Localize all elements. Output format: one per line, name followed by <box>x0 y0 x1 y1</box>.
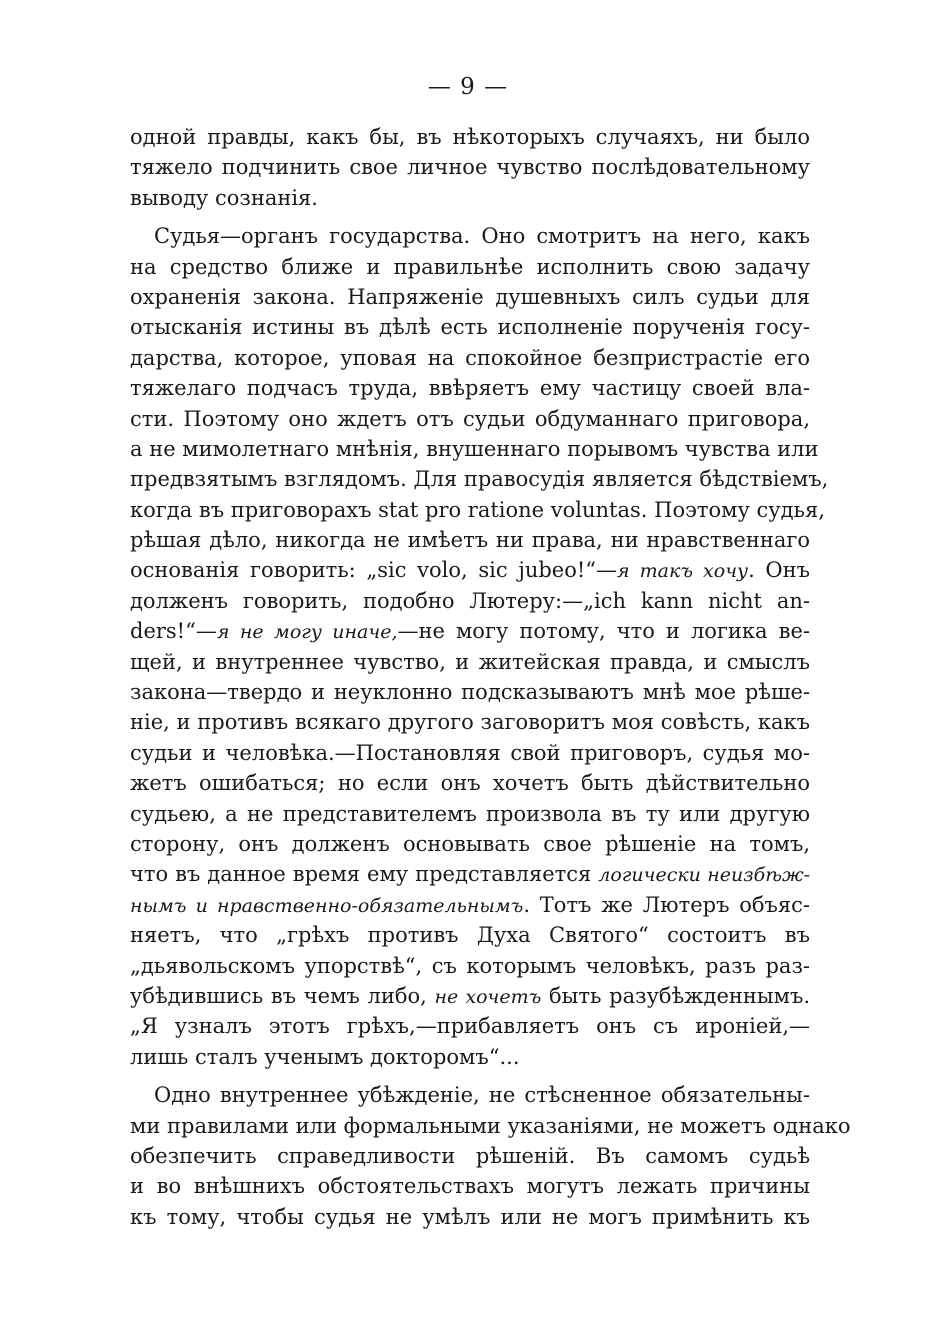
text-run: . Тотъ же Лютеръ объяс- <box>523 892 810 917</box>
text-line: одной правды, какъ бы, въ нѣкоторыхъ случаяхъ, ни было <box>130 125 810 149</box>
text-line: „Я узналъ этотъ грѣхъ,—прибавляетъ онъ съ ироніей,— <box>130 1014 810 1039</box>
text-line: щей, и внутреннее чувство, и житейская правда, и смыслъ <box>130 649 810 674</box>
text-line: тяжелаго подчасъ труда, ввѣряетъ ему частицу своей вла- <box>130 376 810 401</box>
italic-run: нымъ и нравственно-обязательнымъ <box>130 894 524 917</box>
text-line: жетъ ошибаться; но если онъ хочетъ быть дѣйствительно <box>130 771 810 796</box>
text-run: что въ данное время ему представляется <box>130 862 599 887</box>
text-run: убѣдившись въ чемъ либо, <box>130 983 435 1008</box>
text-line: обезпечить справедливости рѣшеній. Въ самомъ судьѣ <box>130 1143 810 1168</box>
text-line: а не мимолетнаго мнѣнія, внушеннаго порывомъ чувства или <box>130 436 819 461</box>
text-line: судьи и человѣка.—Постановляя свой приговоръ, судья мо- <box>130 740 810 765</box>
text-line <box>130 981 810 1011</box>
italic-run: я такъ хочу <box>617 560 749 583</box>
text-line: ніе, и противъ всякаго другого заговоритъ моя совѣсть, какъ <box>130 710 810 735</box>
italic-run: я не могу иначе, <box>216 621 398 644</box>
text-line <box>130 859 810 889</box>
text-line: Одно внутреннее убѣжденіе, не стѣсненное обязательны- <box>154 1083 810 1108</box>
text-line: и во внѣшнихъ обстоятельствахъ могутъ лежать причины <box>130 1174 810 1199</box>
text-run: быть разубѣжденнымъ. <box>541 983 810 1008</box>
italic-run: логически неизбѣж- <box>598 864 810 887</box>
text-line: ми правилами или формальными указаніями, не можетъ однако <box>130 1113 851 1138</box>
text-line: сторону, онъ долженъ основывать свое рѣшеніе на томъ, <box>130 831 810 856</box>
text-line: дарства, которое, уповая на спокойное безпристрастіе его <box>130 345 810 370</box>
text-run: ders!“— <box>130 619 217 644</box>
text-line: отысканія истины въ дѣлѣ есть исполненіе порученія госу- <box>130 315 810 340</box>
text-line: тяжело подчинить свое личное чувство послѣдовательному <box>130 155 810 180</box>
text-line: „дьявольскомъ упорствѣ“, съ которымъ человѣкъ, разъ раз- <box>130 953 810 978</box>
paragraph-3 <box>130 1080 851 1232</box>
text-line: охраненія закона. Напряженіе душевныхъ силъ судьи для <box>130 284 810 309</box>
text-line: судьею, а не представителемъ произвола въ ту или другую <box>130 801 810 826</box>
page-text <box>130 122 851 1232</box>
text-line <box>130 616 810 646</box>
italic-run: не хочетъ <box>434 985 542 1008</box>
text-line <box>130 890 810 920</box>
text-line: няетъ, что „грѣхъ противъ Духа Святого“ состоитъ въ <box>130 923 810 948</box>
text-line: лишь сталъ ученымъ докторомъ“... <box>130 1044 520 1069</box>
text-line: на средство ближе и правильнѣе исполнить свою задачу <box>130 254 810 279</box>
text-run: —не могу потому, что и логика ве- <box>397 619 810 644</box>
text-line: выводу сознанія. <box>130 185 318 210</box>
text-line: предвзятымъ взглядомъ. Для правосудія является бѣдствіемъ, <box>130 467 829 492</box>
text-line: долженъ говорить, подобно Лютеру:—„ich kann nicht an- <box>130 588 810 613</box>
paragraph-1 <box>130 122 810 213</box>
text-line <box>130 555 810 585</box>
text-line: закона—твердо и неуклонно подсказываютъ мнѣ мое рѣше- <box>130 680 810 705</box>
text-run: основанія говорить: „sic volo, sic jubeo!“— <box>130 558 618 583</box>
text-line: рѣшая дѣло, никогда не имѣетъ ни права, ни нравственнаго <box>130 528 810 553</box>
text-line: сти. Поэтому оно ждетъ отъ судьи обдуманнаго приговора, <box>130 406 810 431</box>
text-line: къ тому, чтобы судья не умѣлъ или не могъ примѣнить къ <box>130 1204 810 1229</box>
text-run: . Онъ <box>748 558 810 583</box>
text-line: когда въ приговорахъ stat pro ratione voluntas. Поэтому судья, <box>130 497 825 522</box>
page-number: — 9 — <box>427 74 509 100</box>
text-line: Судья—органъ государства. Оно смотритъ на него, какъ <box>154 224 810 249</box>
paragraph-2 <box>130 221 829 1072</box>
